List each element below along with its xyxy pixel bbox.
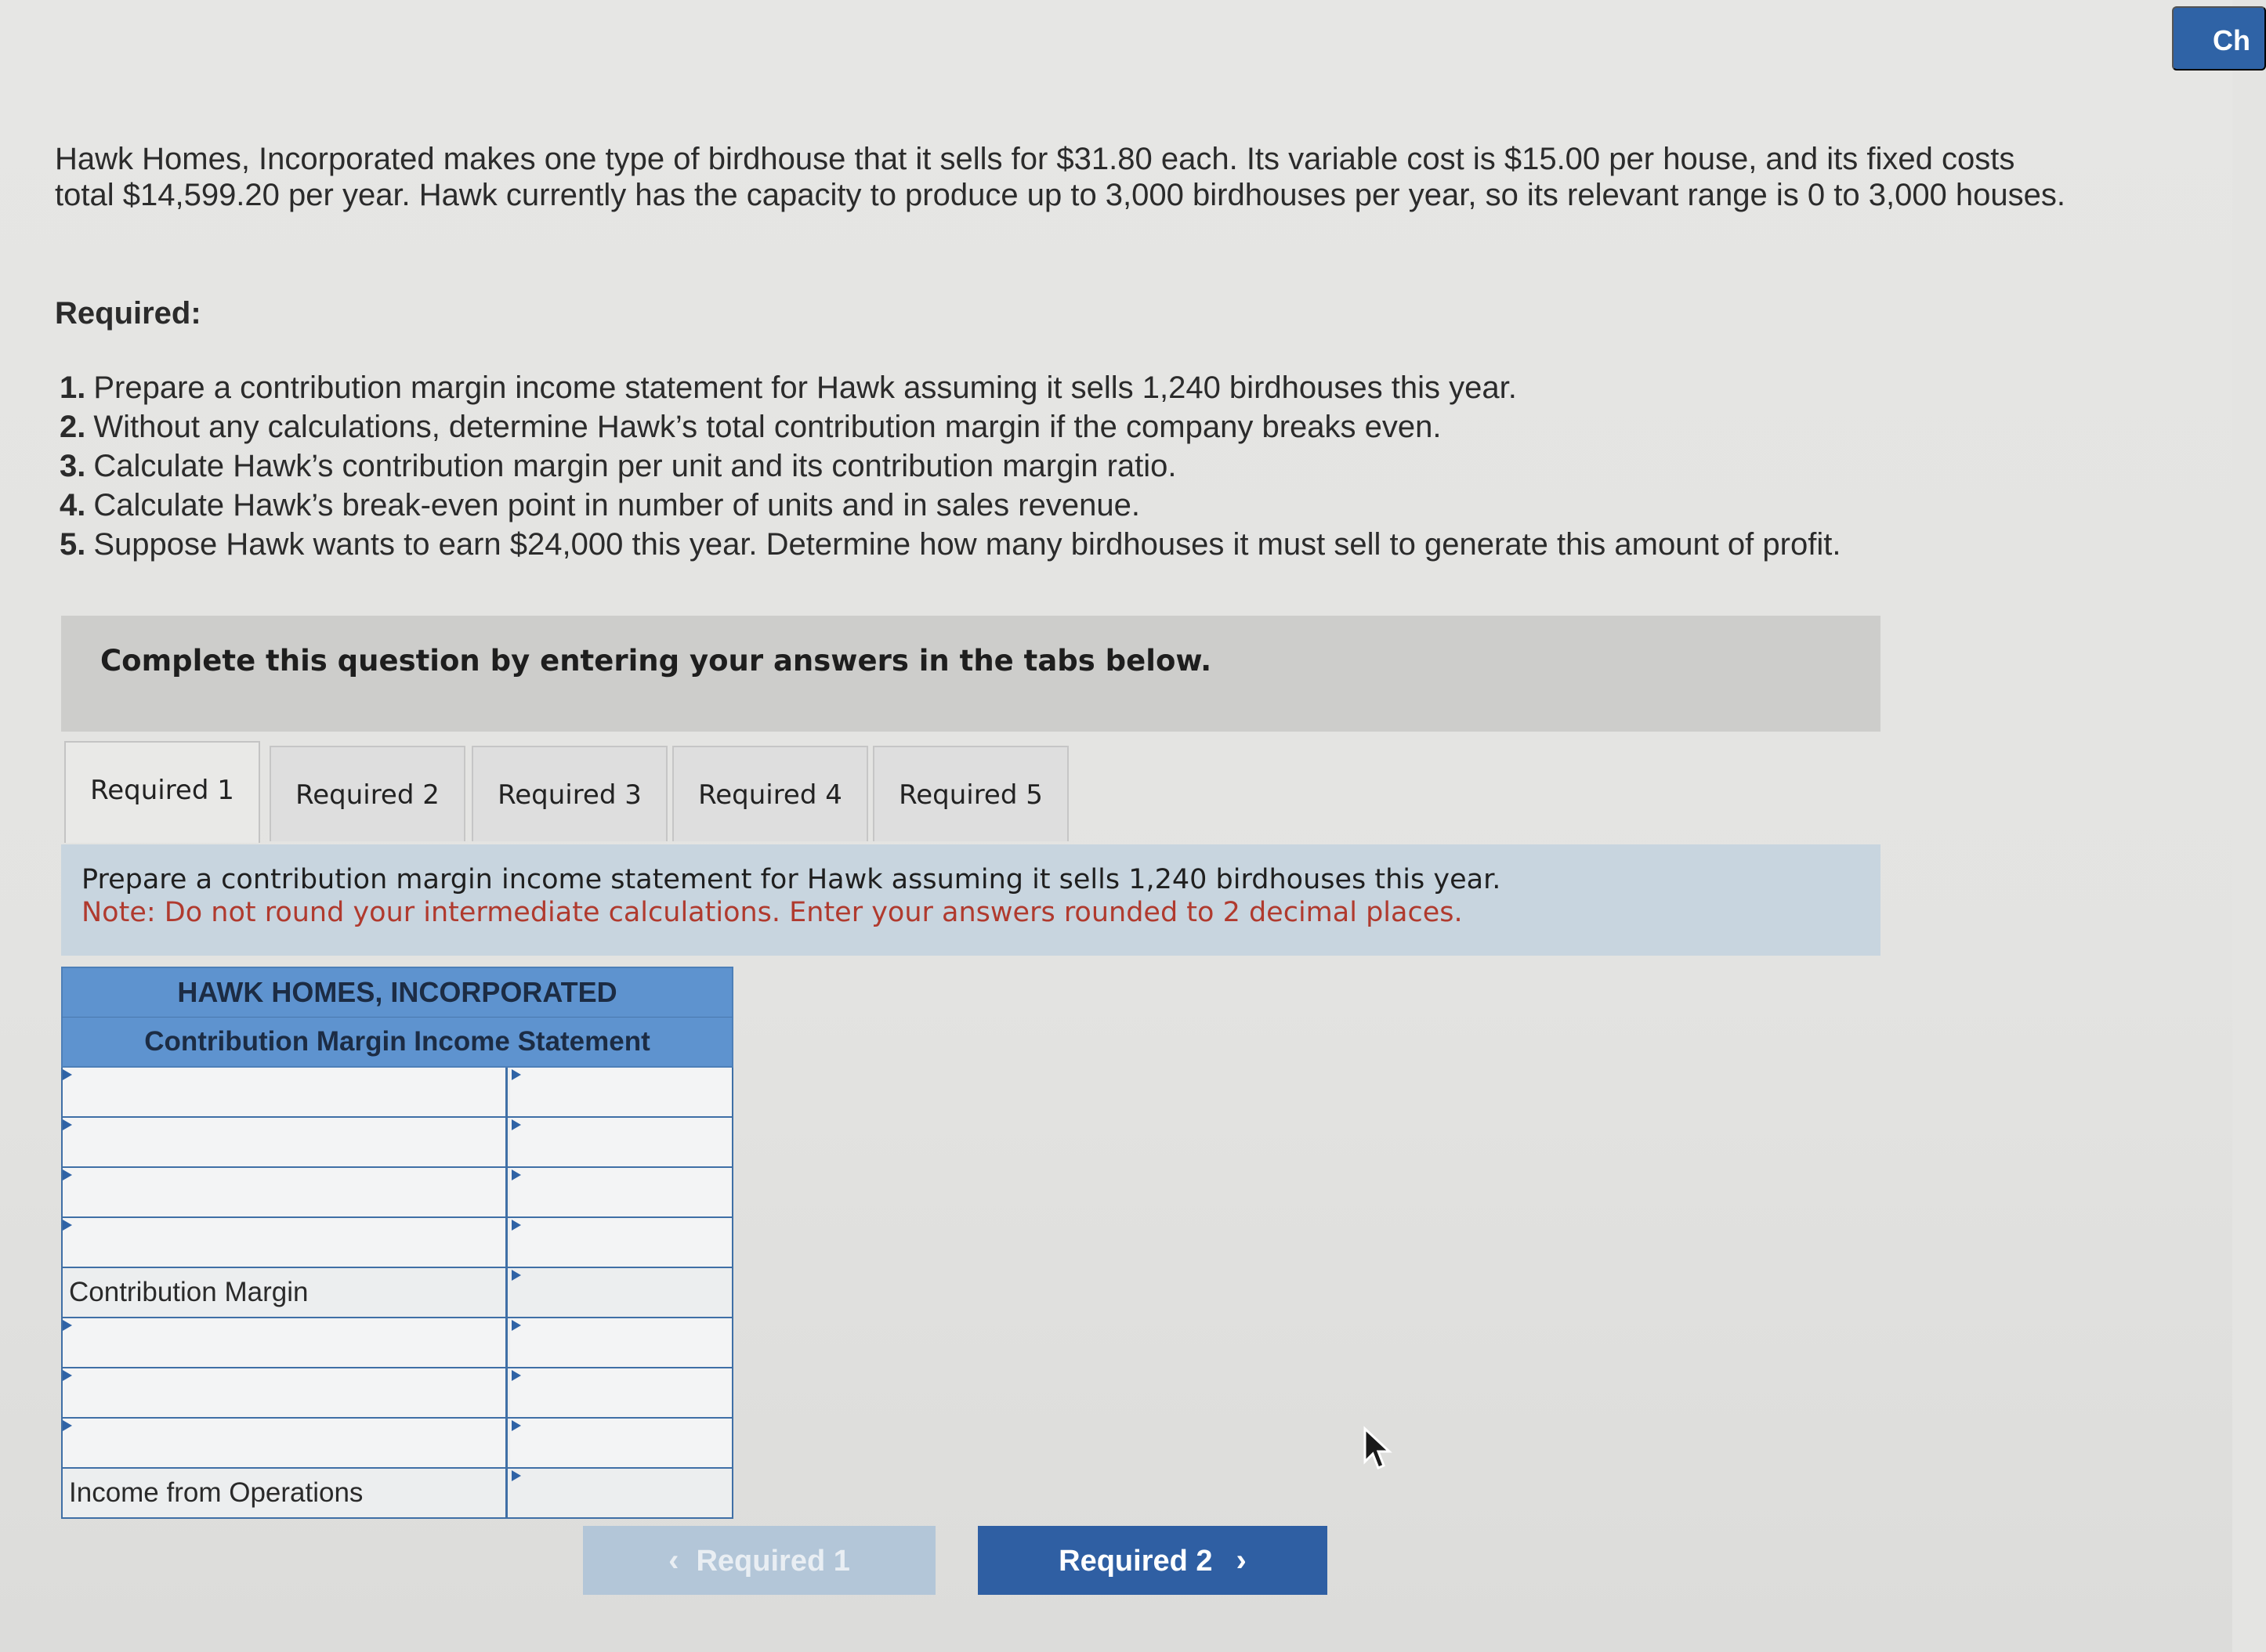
row-label-dropdown[interactable] <box>63 1218 508 1267</box>
requirement-item <box>60 446 1841 486</box>
tab-required-2[interactable]: Required 2 <box>270 746 465 841</box>
dropdown-marker-icon <box>63 1069 72 1080</box>
corner-button[interactable]: Ch <box>2172 6 2266 70</box>
requirement-number: 2. <box>60 410 86 444</box>
requirement-number: 5. <box>60 527 86 562</box>
row-amount-input[interactable] <box>510 1318 732 1367</box>
row-label-dropdown[interactable] <box>63 1368 508 1417</box>
requirement-item <box>60 407 1841 446</box>
requirement-text: Suppose Hawk wants to earn $24,000 this year. Determine how many birdhouses it must sell to generate this amount of profit. <box>93 527 1841 562</box>
row-amount-input[interactable] <box>510 1368 732 1417</box>
chevron-right-icon: › <box>1236 1542 1247 1578</box>
next-required-button[interactable] <box>978 1526 1327 1595</box>
row-amount-input[interactable] <box>510 1419 732 1467</box>
tab-required-3[interactable]: Required 3 <box>472 746 668 841</box>
dropdown-marker-icon <box>63 1420 72 1431</box>
tab-required-1[interactable]: Required 1 <box>64 741 260 843</box>
tab-required-5[interactable]: Required 5 <box>873 746 1069 841</box>
dropdown-marker-icon <box>63 1320 72 1331</box>
dropdown-marker-icon <box>63 1220 72 1231</box>
statement-row <box>61 1118 733 1168</box>
row-label-dropdown[interactable] <box>63 1118 508 1166</box>
income-statement <box>61 967 733 1519</box>
requirement-item <box>60 368 1841 407</box>
row-label-dropdown[interactable] <box>63 1068 508 1116</box>
row-amount-input[interactable] <box>510 1218 732 1267</box>
input-marker-icon <box>512 1270 521 1281</box>
statement-row-income-from-operations <box>61 1469 733 1519</box>
statement-title: Contribution Margin Income Statement <box>61 1018 733 1068</box>
requirement-item <box>60 525 1841 564</box>
previous-required-button[interactable] <box>583 1526 936 1595</box>
requirement-text: Calculate Hawk’s break-even point in number of units and in sales revenue. <box>93 488 1140 522</box>
statement-row <box>61 1368 733 1419</box>
requirement-text: Prepare a contribution margin income statement for Hawk assuming it sells 1,240 birdhouses this year. <box>93 371 1517 405</box>
requirement-number: 4. <box>60 488 86 522</box>
row-label-dropdown[interactable] <box>63 1318 508 1367</box>
income-from-operations-label: Income from Operations <box>63 1469 508 1517</box>
input-marker-icon <box>512 1220 521 1231</box>
tab-required-4[interactable]: Required 4 <box>672 746 868 841</box>
statement-row <box>61 1068 733 1118</box>
instruction-banner <box>61 616 1880 732</box>
next-button-label: Required 2 <box>1059 1544 1213 1578</box>
statement-row <box>61 1218 733 1268</box>
row-label-dropdown[interactable] <box>63 1168 508 1216</box>
tab-note: Note: Do not round your intermediate calculations. Enter your answers rounded to 2 decimal places. <box>81 897 1463 928</box>
contribution-margin-label: Contribution Margin <box>63 1268 508 1317</box>
requirement-number: 1. <box>60 371 86 405</box>
dropdown-marker-icon <box>63 1119 72 1130</box>
chevron-left-icon: ‹ <box>668 1542 679 1578</box>
statement-row <box>61 1419 733 1469</box>
input-marker-icon <box>512 1169 521 1180</box>
statement-row <box>61 1318 733 1368</box>
tab-prompt: Prepare a contribution margin income statement for Hawk assuming it sells 1,240 birdhouses this year. <box>81 864 1501 895</box>
input-marker-icon <box>512 1069 521 1080</box>
input-marker-icon <box>512 1119 521 1130</box>
instruction-text: Complete this question by entering your answers in the tabs below. <box>100 644 1212 678</box>
input-marker-icon <box>512 1370 521 1381</box>
row-amount-input[interactable] <box>510 1168 732 1216</box>
row-amount-input[interactable] <box>510 1068 732 1116</box>
requirement-item <box>60 486 1841 525</box>
requirements-list <box>60 368 1841 564</box>
requirement-text: Without any calculations, determine Hawk’s total contribution margin if the company breaks even. <box>93 410 1442 444</box>
statement-company-name: HAWK HOMES, INCORPORATED <box>61 967 733 1018</box>
input-marker-icon <box>512 1420 521 1431</box>
requirement-text: Calculate Hawk’s contribution margin per unit and its contribution margin ratio. <box>93 449 1177 483</box>
requirement-number: 3. <box>60 449 86 483</box>
mouse-cursor-icon <box>1362 1427 1393 1471</box>
row-label-dropdown[interactable] <box>63 1419 508 1467</box>
statement-row-contribution-margin <box>61 1268 733 1318</box>
input-marker-icon <box>512 1320 521 1331</box>
income-from-operations-input[interactable] <box>510 1469 732 1517</box>
input-marker-icon <box>512 1470 521 1481</box>
problem-intro: Hawk Homes, Incorporated makes one type of birdhouse that it sells for $31.80 each. Its variable cost is $15.00 per house, and its fixed costs total $14,599.20 per year. Hawk currently has the capacity to produce up to 3,000 birdhouses per year, so its relevant range is 0 to 3,000 houses. <box>55 142 2066 212</box>
dropdown-marker-icon <box>63 1169 72 1180</box>
row-amount-input[interactable] <box>510 1118 732 1166</box>
tab-content-panel <box>61 844 1880 956</box>
contribution-margin-input[interactable] <box>510 1268 732 1317</box>
statement-row <box>61 1168 733 1218</box>
dropdown-marker-icon <box>63 1370 72 1381</box>
previous-button-label: Required 1 <box>696 1544 850 1578</box>
required-heading: Required: <box>55 296 201 331</box>
